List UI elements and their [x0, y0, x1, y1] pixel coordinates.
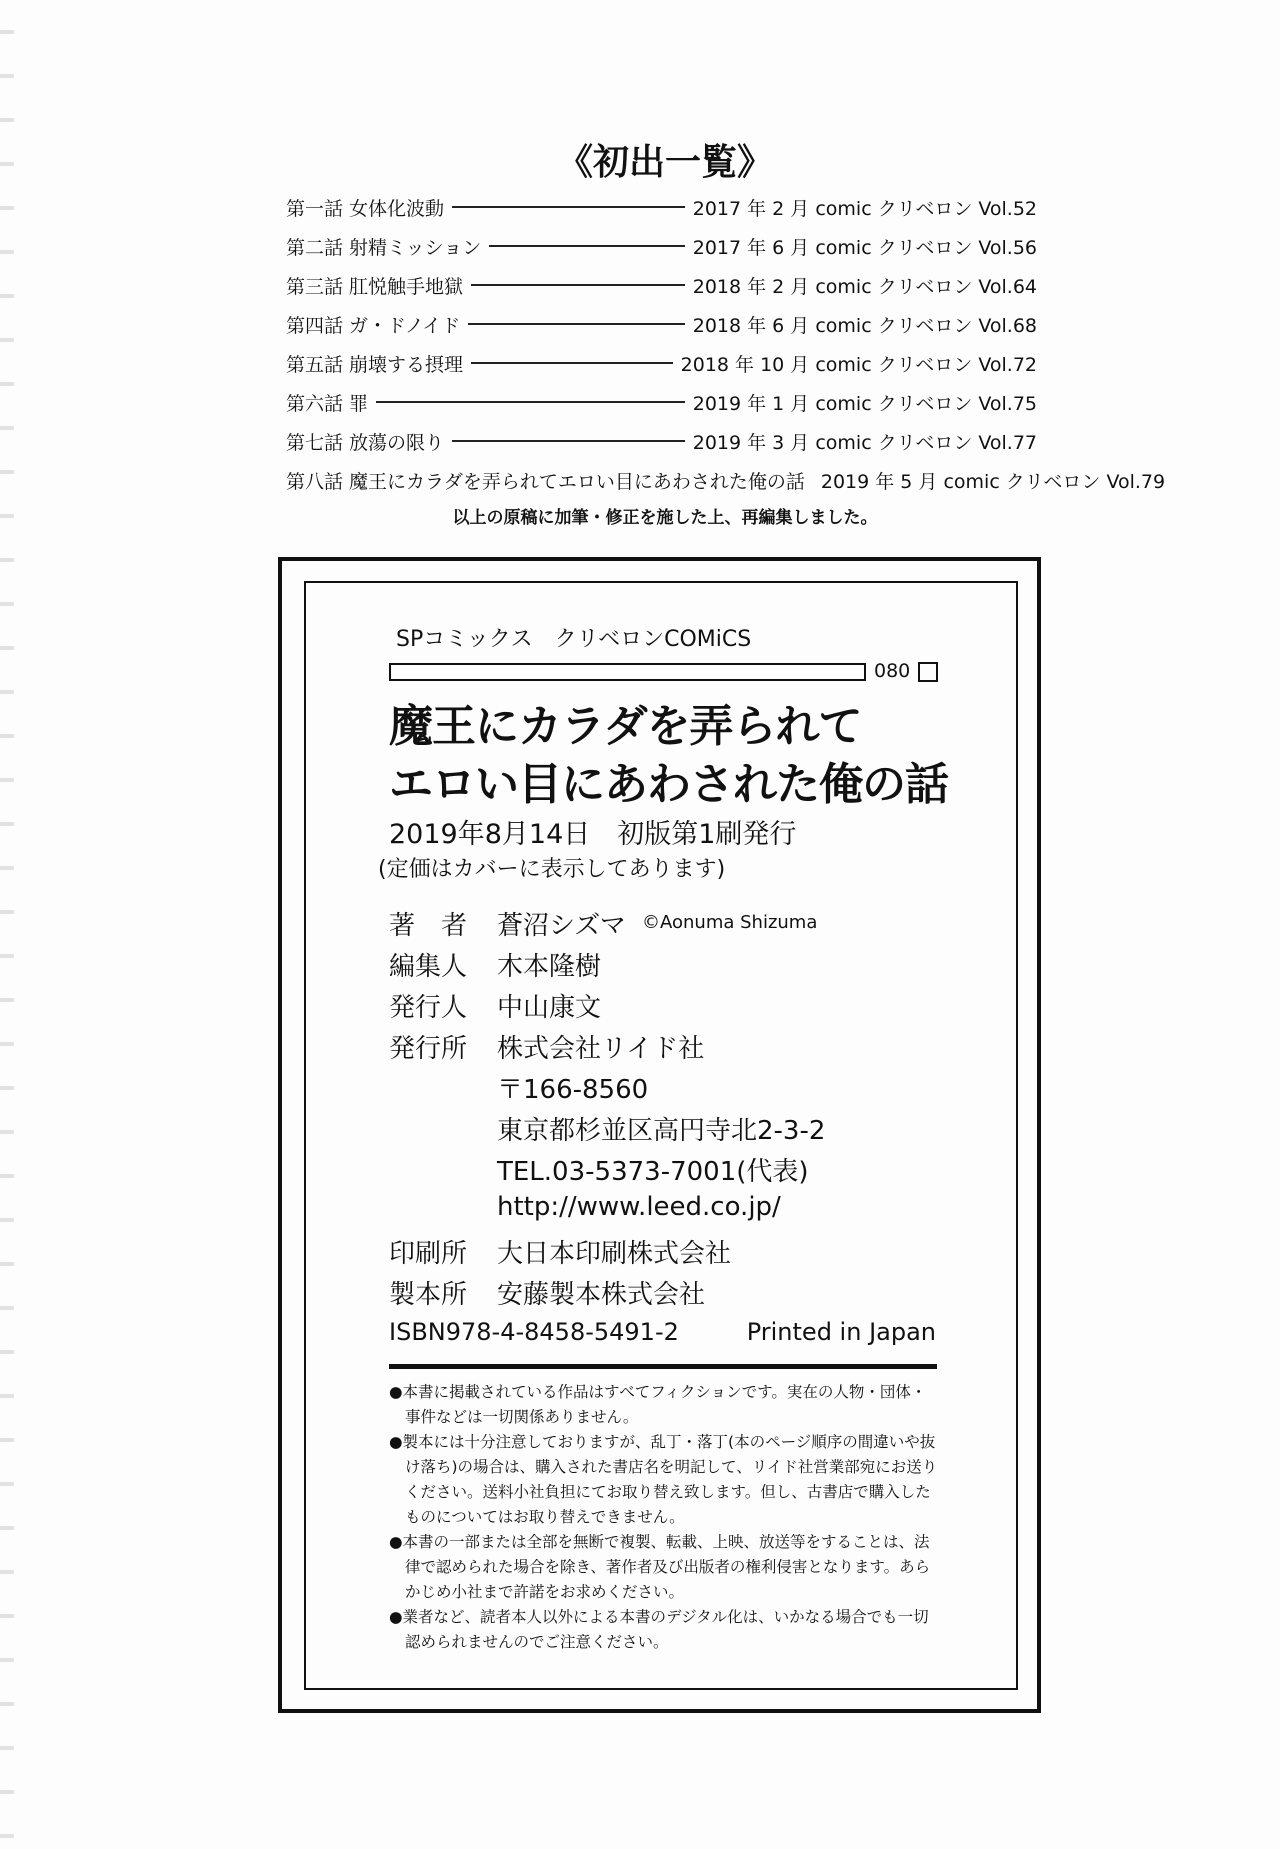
- chapter-title: 第二話 射精ミッション: [286, 236, 482, 259]
- chapter-title: 第五話 崩壊する摂理: [286, 353, 464, 376]
- staff-label: 印刷所: [389, 1239, 468, 1269]
- staff-label: 編集人: [389, 952, 468, 982]
- source: 2018 年 10 月 comic クリベロン Vol.72: [680, 353, 1037, 376]
- code-bar: [389, 663, 866, 681]
- source: 2017 年 2 月 comic クリベロン Vol.52: [692, 197, 1037, 220]
- list-item: [286, 467, 1166, 493]
- staff-label: 製本所: [389, 1280, 468, 1310]
- leader-line: [452, 440, 685, 442]
- chapter-title: 第一話 女体化波動: [286, 197, 445, 220]
- leader-line: [452, 206, 685, 208]
- series-name: SPコミックス クリベロンCOMiCS: [396, 627, 752, 652]
- chapter-title: 第八話 魔王にカラダを弄られてエロい目にあわされた俺の話: [286, 470, 805, 493]
- source: 2018 年 6 月 comic クリベロン Vol.68: [692, 314, 1037, 337]
- staff-value: 中山康文: [497, 993, 602, 1023]
- chapter-title: 第七話 放蕩の限り: [286, 431, 445, 454]
- staff-value: 東京都杉並区高円寺北2-3-2: [497, 1116, 826, 1146]
- staff-value: 蒼沼シズマ: [497, 911, 626, 941]
- staff-value: 〒166-8560: [497, 1075, 649, 1105]
- code-number: 080: [874, 660, 911, 682]
- leader-line: [489, 245, 684, 247]
- leader-line: [471, 362, 673, 364]
- chapter-title: 第三話 肛悦触手地獄: [286, 275, 464, 298]
- leader-line: [468, 323, 685, 325]
- first-appearance-title: 《初出一覧》: [556, 142, 773, 183]
- notice: ●本書の一部または全部を無断で複製、転載、上映、放送等をすることは、法律で認められた場合を除き、著作者及び出版者の権利侵害となります。あらかじめ小社まで許諾をお求めください。: [389, 1533, 931, 1601]
- list-item: [286, 389, 1037, 415]
- code-box: [918, 662, 938, 682]
- binding-edge: [0, 0, 14, 1849]
- chapter-title: 第六話 罪: [286, 392, 369, 415]
- list-item: [286, 311, 1037, 337]
- leader-line: [471, 284, 685, 286]
- leader-line: [376, 401, 685, 403]
- source: 2019 年 5 月 comic クリベロン Vol.79: [820, 470, 1166, 493]
- source: 2019 年 3 月 comic クリベロン Vol.77: [692, 431, 1037, 454]
- revision-note: 以上の原稿に加筆・修正を施した上、再編集しました。: [452, 508, 878, 528]
- list-item: [286, 350, 1037, 376]
- book-title-line2: エロい目にあわされた俺の話: [389, 759, 948, 810]
- source: 2019 年 1 月 comic クリベロン Vol.75: [692, 392, 1037, 415]
- staff-value: TEL.03-5373-7001(代表): [497, 1157, 809, 1187]
- staff-value: 安藤製本株式会社: [497, 1280, 706, 1310]
- staff-label: 発行人: [389, 993, 468, 1023]
- price-note: (定価はカバーに表示してあります): [378, 857, 726, 882]
- isbn: ISBN978-4-8458-5491-2: [389, 1318, 679, 1346]
- staff-value: 木本隆樹: [497, 952, 602, 982]
- staff-value: 株式会社リイド社: [497, 1034, 705, 1064]
- legal-notices: [389, 1380, 939, 1655]
- source: 2018 年 2 月 comic クリベロン Vol.64: [692, 275, 1037, 298]
- source: 2017 年 6 月 comic クリベロン Vol.56: [692, 236, 1037, 259]
- staff-value: http://www.leed.co.jp/: [497, 1192, 781, 1222]
- staff-label: 発行所: [389, 1034, 468, 1064]
- notice: ●本書に掲載されている作品はすべてフィクションです。実在の人物・団体・事件などは一切関係ありません。: [389, 1383, 927, 1426]
- chapter-title: 第四話 ガ・ドノイド: [286, 314, 461, 337]
- list-item: [286, 272, 1037, 298]
- printed-in-japan: Printed in Japan: [746, 1318, 936, 1346]
- notice: ●製本には十分注意しておりますが、乱丁・落丁(本のページ順序の間違いや抜け落ち)の場合は、購入された書店名を明記して、リイド社営業部宛にお送りください。送料小社負担にてお取り替え致します。但し、古書店で購入したものについてはお取り替えできません。: [389, 1433, 938, 1526]
- separator: [389, 1364, 937, 1369]
- book-title-line1: 魔王にカラダを弄られて: [389, 701, 862, 752]
- copyright: ©Aonuma Shizuma: [642, 912, 818, 933]
- staff-value: 大日本印刷株式会社: [497, 1239, 732, 1269]
- list-item: [286, 194, 1037, 220]
- staff-label: 著 者: [389, 911, 468, 941]
- notice: ●業者など、読者本人以外による本書のデジタル化は、いかなる場合でも一切認められませんのでご注意ください。: [389, 1608, 929, 1651]
- list-item: [286, 428, 1037, 454]
- list-item: [286, 233, 1037, 259]
- publication-date: 2019年8月14日 初版第1刷発行: [389, 819, 797, 850]
